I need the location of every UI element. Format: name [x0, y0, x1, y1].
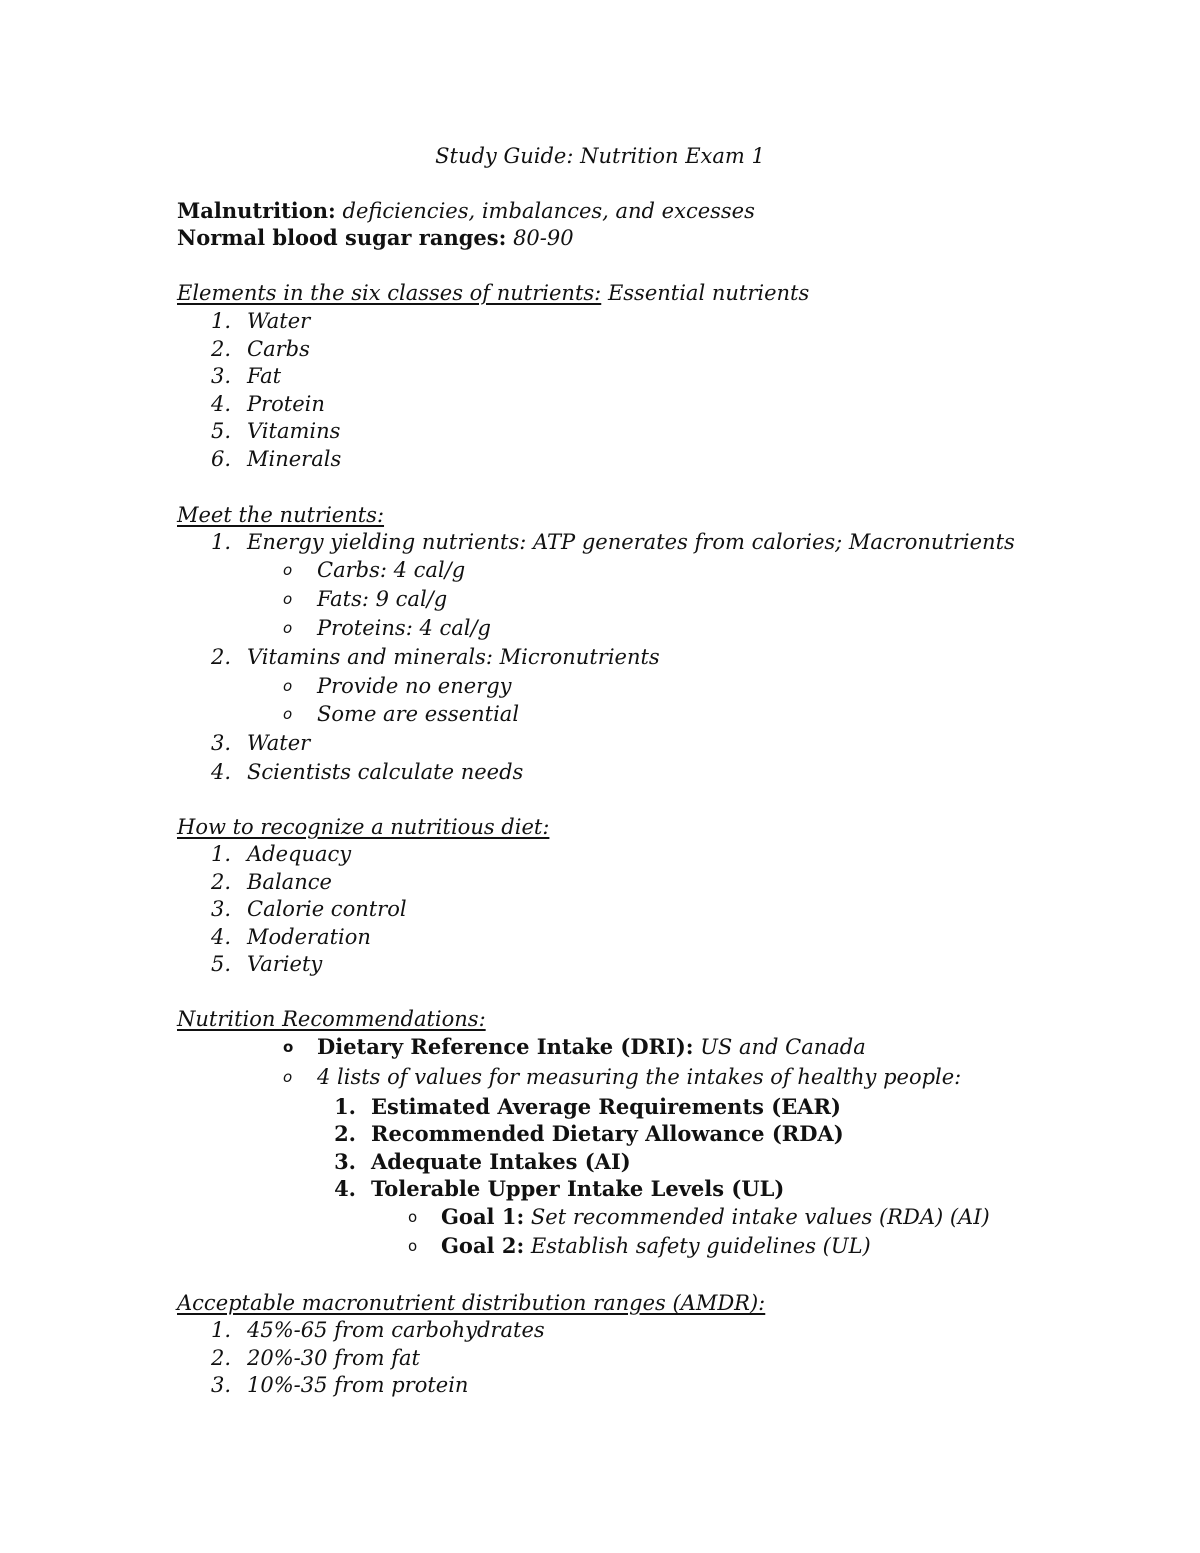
malnutrition-value: deficiencies, imbalances, and excesses [342, 199, 755, 223]
malnutrition-line [177, 197, 755, 225]
lists-text: 4 lists of values for measuring the intakes of healthy people: [317, 1065, 962, 1089]
amdr-heading-line [177, 1289, 765, 1317]
bullet-icon: o [408, 1237, 418, 1255]
bullet-icon: o [283, 1068, 293, 1086]
bullet-icon: o [283, 677, 293, 695]
malnutrition-label: Malnutrition: [177, 198, 336, 223]
goal-text: Set recommended intake values (RDA) (AI) [530, 1205, 990, 1229]
dri-label: Dietary Reference Intake (DRI): [317, 1034, 694, 1059]
nutritious-diet-heading: How to recognize a nutritious diet: [177, 815, 550, 839]
bullet-icon: o [283, 619, 293, 637]
meet-nutrients-heading-line [177, 501, 384, 529]
meet-nutrients-heading: Meet the nutrients: [177, 503, 385, 527]
blood-sugar-label: Normal blood sugar ranges: [177, 225, 507, 250]
bullet-icon: o [283, 1038, 294, 1056]
recommendations-heading-line [177, 1005, 486, 1033]
document-page: Study Guide: Nutrition Exam 1 Malnutrition: deficiencies, imbalances, and excesses Normal blood sugar ranges: 80-90 Elements in the six classes of nutrients: Essential nutrients 1. Water 2. Carbs 3. Fat 4. Protein 5. Vitamins 6. Minerals Meet the nutrients: 1. Energy yielding nutrients: ATP generates from calories; Macronutrients o Carbs: 4 cal/g o Fats: 9 cal/g o Proteins: 4 cal/g 2. Vitamins and minerals: Micronutrients o Provide no energy o Some are essential 3. Water 4. Scientists calculate needs How to recognize a nutritious diet: 1. Adequacy 2. Balance 3. Calorie control 4. Moderation 5. Variety Nutrition Recommendations: o Dietary Reference Intake (DRI): US and Canada o 4 lists of values for measuring the intakes of healthy people: 1. Estimated Average Requirements (EAR) 2. Recommended Dietary Allowance (RDA) 3. Adequate Intakes (AI) 4. Tolerable Upper Intake Levels (UL) o Goal 1: Set recommended intake values (RDA) (AI) o Goal 2: Establish safety guidelines (UL) Acceptable macronutrient distribution ranges (AMDR): 1. 45%-65 from carbohydrates 2. 20%-30 from fat 3. 10%-35 from protein [0, 0, 1200, 1553]
six-classes-heading: Elements in the six classes of nutrients: [177, 281, 602, 305]
nutritious-diet-heading-line [177, 813, 549, 841]
document-title: Study Guide: Nutrition Exam 1 [435, 144, 765, 168]
six-classes-heading-line [177, 279, 809, 307]
dri-value: US and Canada [700, 1035, 866, 1059]
amdr-heading: Acceptable macronutrient distribution ranges (AMDR): [177, 1291, 766, 1315]
goal-text: Establish safety guidelines (UL) [530, 1234, 871, 1258]
recommendations-heading: Nutrition Recommendations: [177, 1007, 486, 1031]
blood-sugar-line [177, 224, 574, 252]
bullet-icon: o [408, 1208, 418, 1226]
goal-label: Goal 1: [441, 1204, 525, 1229]
goal-label: Goal 2: [441, 1233, 525, 1258]
bullet-icon: o [283, 561, 293, 579]
bullet-icon: o [283, 590, 293, 608]
six-classes-subtitle: Essential nutrients [607, 281, 810, 305]
bullet-icon: o [283, 705, 293, 723]
blood-sugar-value: 80-90 [513, 226, 574, 250]
